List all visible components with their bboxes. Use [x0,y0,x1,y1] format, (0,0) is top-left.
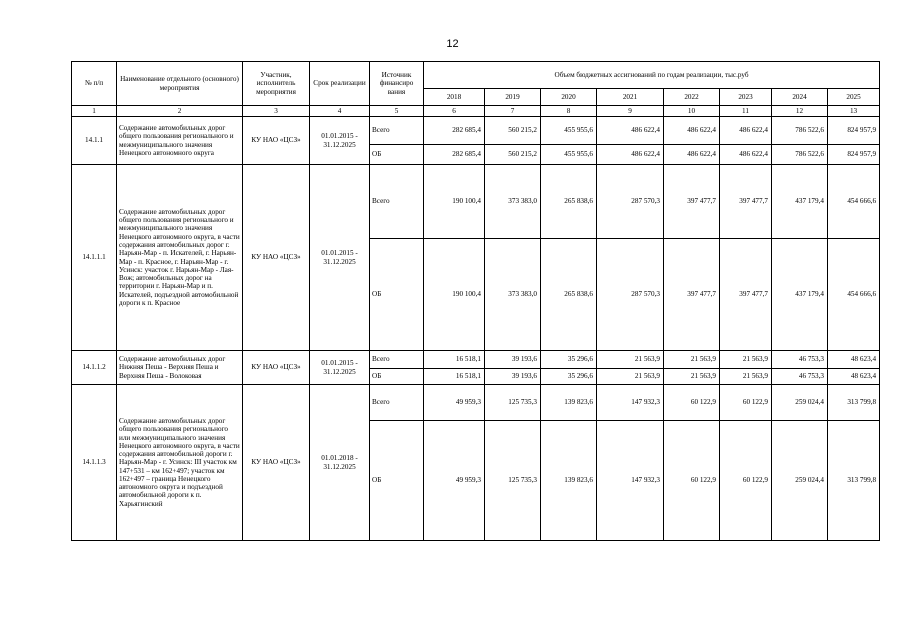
page-number: 12 [446,38,459,50]
budget-value: 125 735,3 [485,421,541,541]
header-year: 2019 [485,89,541,106]
header-year: 2023 [720,89,772,106]
implementation-term: 01.01.2015 - 31.12.2025 [310,351,370,385]
budget-value: 486 622,4 [664,145,720,165]
budget-value: 139 823,6 [541,421,597,541]
budget-value: 287 570,3 [597,239,664,351]
budget-value: 560 215,2 [485,117,541,145]
budget-value: 313 799,8 [828,421,880,541]
header-participant: Участник, исполнитель мероприятия [243,62,310,106]
implementation-term: 01.01.2015 - 31.12.2025 [310,117,370,165]
budget-value: 39 193,6 [485,369,541,385]
budget-value: 265 838,6 [541,239,597,351]
budget-value: 39 193,6 [485,351,541,369]
budget-value: 486 622,4 [720,145,772,165]
header-year: 2022 [664,89,720,106]
activity-name: Содержание автомобильных дорог общего пользования регионального или межмуниципального значения Ненецкого автономного округа, в части содержания автомобильной дороги г. Нарьян-Мар - г. Усинск: III участок км 147+531 – км 162+497; участок км 162+497 – граница Ненецкого автономного округа и подъездной автомобильной дороги к п. Харьягинский [117,385,243,541]
funding-source: ОБ [370,421,424,541]
budget-value: 46 753,3 [772,351,828,369]
table-row [72,117,880,145]
column-number: 6 [424,106,485,117]
budget-value: 373 383,0 [485,239,541,351]
header-term: Срок реализации [310,62,370,106]
header-year: 2018 [424,89,485,106]
header-source: Источник финансиро вания [370,62,424,106]
column-number: 12 [772,106,828,117]
funding-source: Всего [370,351,424,369]
column-number: 2 [117,106,243,117]
header-num: № п/п [72,62,117,106]
implementation-term: 01.01.2015 - 31.12.2025 [310,165,370,351]
budget-value: 397 477,7 [720,165,772,239]
budget-value: 21 563,9 [597,351,664,369]
budget-value: 454 666,6 [828,165,880,239]
budget-value: 190 100,4 [424,239,485,351]
column-number: 4 [310,106,370,117]
budget-value: 397 477,7 [664,239,720,351]
budget-value: 455 955,6 [541,117,597,145]
budget-value: 48 623,4 [828,369,880,385]
budget-value: 49 959,3 [424,421,485,541]
column-number: 10 [664,106,720,117]
funding-source: Всего [370,117,424,145]
budget-value: 373 383,0 [485,165,541,239]
budget-value: 147 932,3 [597,421,664,541]
budget-value: 21 563,9 [597,369,664,385]
budget-value: 125 735,3 [485,385,541,421]
column-number: 5 [370,106,424,117]
header-name: Наименование отдельного (основного) мероприятия [117,62,243,106]
budget-value: 454 666,6 [828,239,880,351]
activity-name: Содержание автомобильных дорог общего пользования регионального и межмуниципального значения Ненецкого автономного округа, в части содержания автомобильных дорог г. Нарьян-Мар - п. Искателей, г. Нарьян-Мар - п. Красное, г. Нарьян-Мар - г. Усинск: участок г. Нарьян-Мар - Лая-Вож; автомобильных дорог на территории г. Нарьян-Мар и п. Искателей, подъездной автомобильной дороги к п. Красное [117,165,243,351]
funding-source: Всего [370,385,424,421]
budget-value: 786 522,6 [772,145,828,165]
budget-value: 397 477,7 [664,165,720,239]
budget-value: 46 753,3 [772,369,828,385]
budget-value: 824 957,9 [828,117,880,145]
budget-table [71,61,880,541]
row-number: 14.1.1.2 [72,351,117,385]
budget-value: 397 477,7 [720,239,772,351]
budget-value: 560 215,2 [485,145,541,165]
budget-value: 486 622,4 [597,145,664,165]
budget-value: 437 179,4 [772,165,828,239]
budget-value: 21 563,9 [720,369,772,385]
activity-name: Содержание автомобильных дорог Нижняя Пеша - Верхняя Пеша и Верхняя Пеша - Волоковая [117,351,243,385]
column-number-row [72,106,880,117]
budget-value: 35 296,6 [541,369,597,385]
header-budget: Объем бюджетных ассигнований по годам реализации, тыс.руб [424,62,880,89]
activity-name: Содержание автомобильных дорог общего пользования регионального и межмуниципального значения Ненецкого автономного округа [117,117,243,165]
budget-value: 49 959,3 [424,385,485,421]
budget-value: 60 122,9 [664,385,720,421]
budget-value: 147 932,3 [597,385,664,421]
budget-value: 282 685,4 [424,117,485,145]
budget-value: 60 122,9 [720,385,772,421]
column-number: 8 [541,106,597,117]
budget-value: 259 024,4 [772,421,828,541]
column-number: 11 [720,106,772,117]
funding-source: ОБ [370,369,424,385]
row-number: 14.1.1 [72,117,117,165]
column-number: 13 [828,106,880,117]
budget-value: 486 622,4 [720,117,772,145]
budget-value: 16 518,1 [424,369,485,385]
row-number: 14.1.1.1 [72,165,117,351]
participant: КУ НАО «ЦСЗ» [243,117,310,165]
column-number: 1 [72,106,117,117]
funding-source: ОБ [370,239,424,351]
funding-source: ОБ [370,145,424,165]
budget-value: 455 955,6 [541,145,597,165]
participant: КУ НАО «ЦСЗ» [243,165,310,351]
column-number: 3 [243,106,310,117]
column-number: 7 [485,106,541,117]
header-year: 2020 [541,89,597,106]
table-row [72,165,880,239]
budget-value: 486 622,4 [664,117,720,145]
budget-value: 21 563,9 [664,369,720,385]
budget-value: 259 024,4 [772,385,828,421]
funding-source: Всего [370,165,424,239]
budget-value: 16 518,1 [424,351,485,369]
budget-value: 35 296,6 [541,351,597,369]
budget-value: 486 622,4 [597,117,664,145]
header-year: 2021 [597,89,664,106]
budget-value: 786 522,6 [772,117,828,145]
budget-value: 824 957,9 [828,145,880,165]
budget-value: 21 563,9 [664,351,720,369]
budget-value: 60 122,9 [664,421,720,541]
header-year: 2025 [828,89,880,106]
participant: КУ НАО «ЦСЗ» [243,385,310,541]
budget-value: 282 685,4 [424,145,485,165]
table-row [72,351,880,369]
header-year: 2024 [772,89,828,106]
budget-value: 190 100,4 [424,165,485,239]
implementation-term: 01.01.2018 - 31.12.2025 [310,385,370,541]
table-row [72,385,880,421]
budget-value: 437 179,4 [772,239,828,351]
budget-value: 287 570,3 [597,165,664,239]
budget-value: 139 823,6 [541,385,597,421]
budget-value: 60 122,9 [720,421,772,541]
budget-value: 21 563,9 [720,351,772,369]
budget-value: 48 623,4 [828,351,880,369]
participant: КУ НАО «ЦСЗ» [243,351,310,385]
column-number: 9 [597,106,664,117]
row-number: 14.1.1.3 [72,385,117,541]
budget-value: 313 799,8 [828,385,880,421]
budget-value: 265 838,6 [541,165,597,239]
